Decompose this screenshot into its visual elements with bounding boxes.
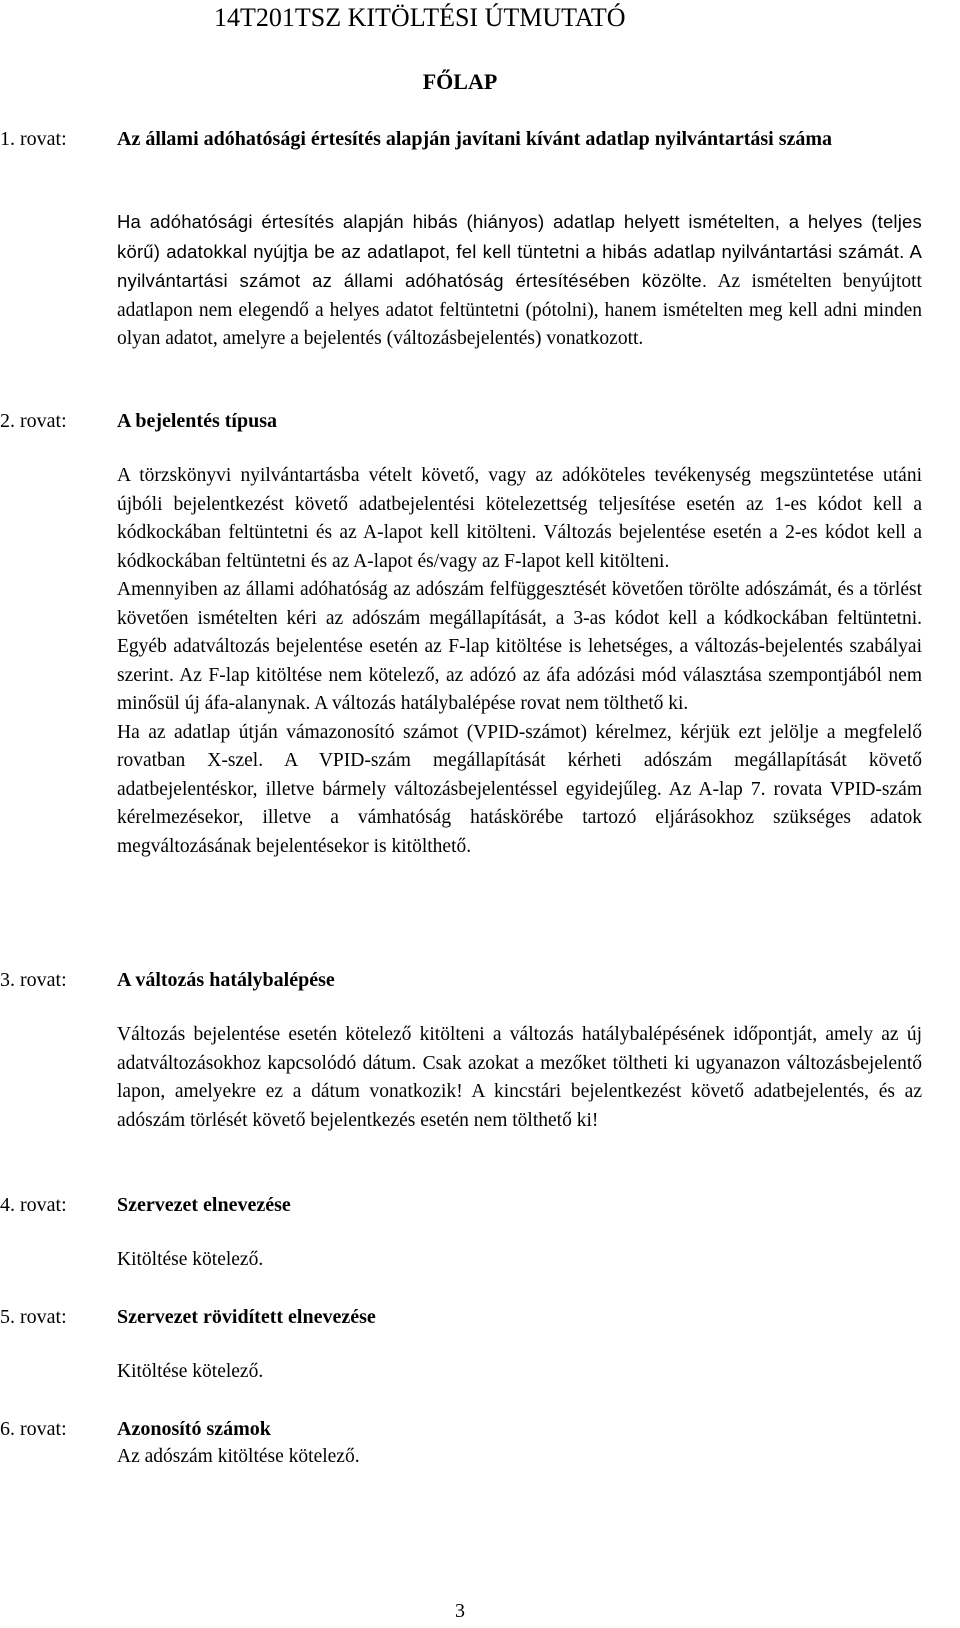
paragraph-sans-part: Ha adóhatósági értesítés alapján hibás (hiányos) adatlap helyett ismételten, a helyes (teljes körű) adatokkal nyújtja be az adatlapot, fel kell tüntetni a hibás adatlap nyilvántartási számát. A nyilvántartási számot az állami adóhatóság értesítésében közölte.	[117, 211, 922, 291]
section-heading: Szervezet elnevezése	[117, 1194, 291, 1216]
paragraph	[117, 208, 922, 354]
page-heading: FŐLAP	[422, 69, 498, 94]
rovat-label: 5. rovat:	[0, 1306, 67, 1328]
section-heading-text: Az állami adóhatósági értesítés alapján javítani kívánt adatlap nyilvántartási száma	[117, 128, 833, 150]
paragraph-serif-part: Az ismételten benyújtott adatlapon nem elegendő a helyes adatot feltüntetni (pótolni), hanem ismételten meg kell adni minden olyan adatot, amelyre a bejelentés (változásbejelentés) vonatkozott.	[117, 271, 922, 349]
paragraph: Kitöltése kötelező.	[117, 1361, 264, 1382]
section-heading: A változás hatálybalépése	[117, 969, 335, 991]
section-body	[117, 462, 922, 861]
paragraph: Változás bejelentése esetén kötelező kitölteni a változás hatálybalépésének időpontját, amely az új adatváltozásokhoz kapcsolódó dátum. Csak azokat a mezőket töltheti ki ugyanazon változásbejelentő lapon, amelyekre ez a dátum vonatkozik! A kincstári bejelentkezést követő adatbejelentés, és az adószám törlését követő bejelentkezés esetén nem tölthető ki!	[117, 1024, 922, 1131]
paragraph: Amennyiben az állami adóhatóság az adószám felfüggesztését követően törölte adószámát, és a törlést követően ismételten kéri az adószám megállapítását, a 3-as kódot kell a kódkockában feltüntetni. Egyéb adatváltozás bejelentése esetén az F-lap kitöltése is lehetséges, a változás-bejelentés szabályai szerint. Az F-lap kitöltése nem kötelező, az adózó az áfa adózási mód választása szempontjából nem minősül új áfa-alanynak. A változás hatálybalépése rovat nem tölthető ki.	[117, 579, 922, 714]
rovat-label: 6. rovat:	[0, 1418, 67, 1440]
section-body	[117, 1021, 922, 1135]
section-body	[117, 208, 922, 354]
paragraph: Ha az adatlap útján vámazonosító számot (VPID-számot) kérelmez, kérjük ezt jelölje a megfelelő rovatban X-szel. A VPID-szám megállapítását kérheti adószám megállapítását követő adatbejelentéskor, illetve bármely változásbejelentéssel egyidejűleg. Az A-lap 7. rovata VPID-szám kérelmezésekor, illetve a vámhatóság hatáskörébe tartozó eljárásokhoz szükséges adatok megváltozásának bejelentésekor is kitölthető.	[117, 721, 922, 857]
rovat-label: 1. rovat:	[0, 128, 67, 150]
document-title: 14T201TSZ KITÖLTÉSI ÚTMUTATÓ	[214, 3, 626, 32]
paragraph: Az adószám kitöltése kötelező.	[117, 1446, 360, 1467]
rovat-label: 4. rovat:	[0, 1194, 67, 1216]
section-heading	[0, 125, 922, 153]
page-number: 3	[455, 1600, 465, 1622]
section-body	[117, 1443, 922, 1472]
section-body	[117, 1246, 922, 1275]
section-heading: Szervezet rövidített elnevezése	[117, 1306, 376, 1328]
paragraph: Kitöltése kötelező.	[117, 1249, 264, 1270]
rovat-label: 2. rovat:	[0, 410, 67, 432]
section-heading: Azonosító számok	[117, 1418, 271, 1440]
rovat-label: 3. rovat:	[0, 969, 67, 991]
section-heading: A bejelentés típusa	[117, 410, 277, 432]
section-body	[117, 1358, 922, 1387]
paragraph: A törzskönyvi nyilvántartásba vételt követő, vagy az adóköteles tevékenység megszüntetése utáni újbóli bejelentkezést követő adatbejelentési kötelezettség teljesítése esetén az 1-es kódot kell a kódkockában feltüntetni és az A-lapot kell kitölteni. Változás bejelentése esetén a 2-es kódot kell a kódkockában feltüntetni és az A-lapot és/vagy az F-lapot kell kitölteni.	[117, 465, 922, 572]
